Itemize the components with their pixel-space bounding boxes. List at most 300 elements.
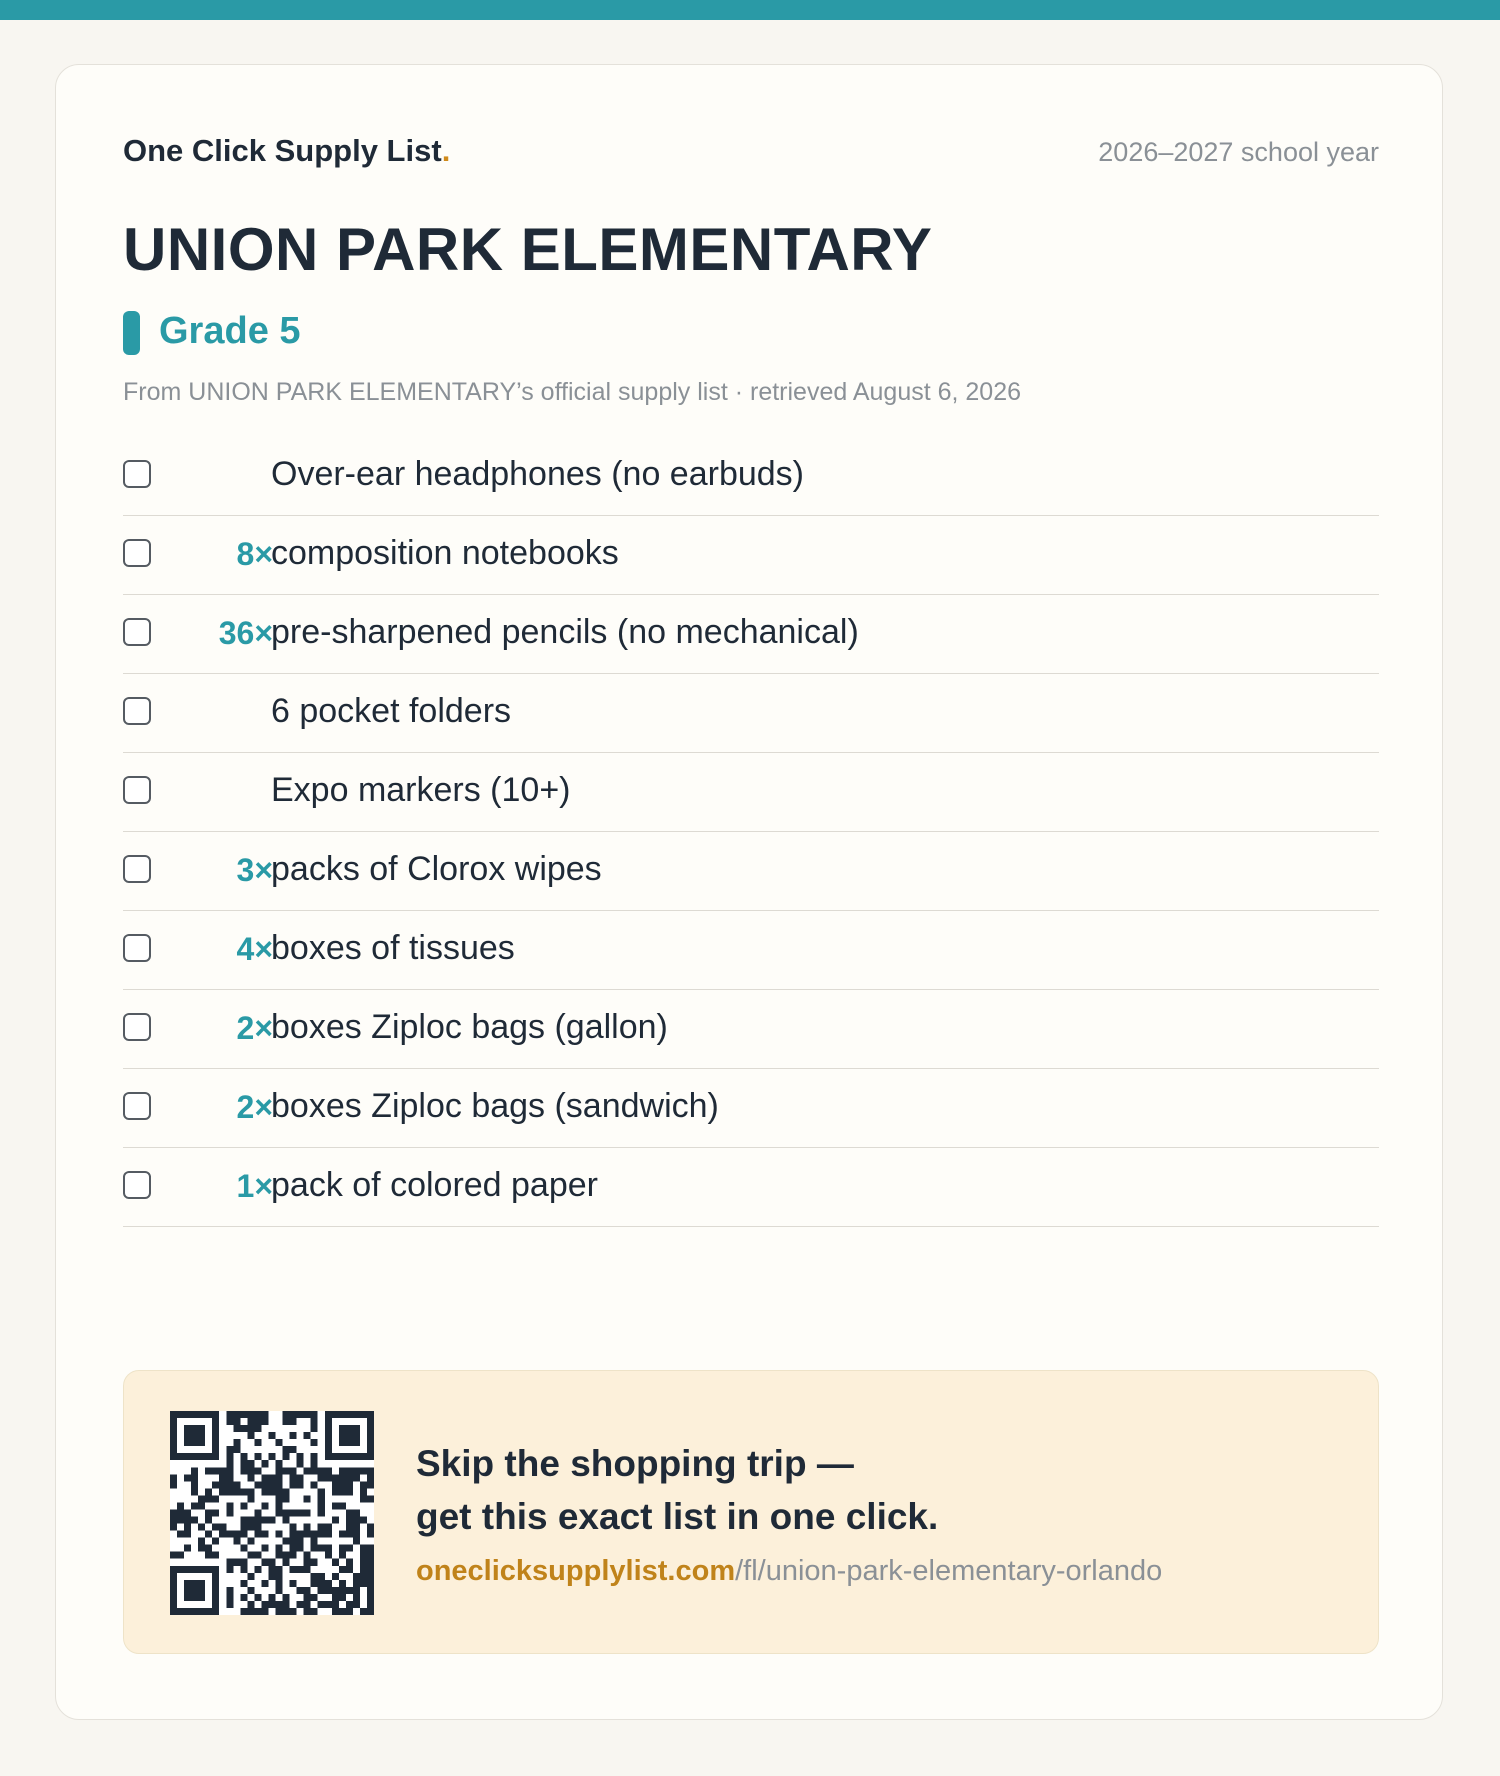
qr-module (226, 1594, 233, 1601)
qr-module (332, 1411, 339, 1418)
qr-module (170, 1453, 177, 1460)
qr-module (360, 1453, 367, 1460)
qr-module (297, 1453, 304, 1460)
qr-module (290, 1545, 297, 1552)
qr-module (205, 1495, 212, 1502)
qr-module (367, 1580, 374, 1587)
qr-module (297, 1509, 304, 1516)
qr-module (339, 1594, 346, 1601)
qr-module (212, 1439, 219, 1446)
qr-module (276, 1488, 283, 1495)
qr-module (353, 1411, 360, 1418)
promo-link[interactable] (416, 1555, 1162, 1588)
qr-module (346, 1411, 353, 1418)
qr-module (226, 1587, 233, 1594)
qr-module (184, 1608, 191, 1615)
qr-module (226, 1601, 233, 1608)
qr-module (205, 1608, 212, 1615)
qr-module (325, 1474, 332, 1481)
qr-module (184, 1524, 191, 1531)
qr-module (346, 1432, 353, 1439)
item-quantity: 3× (236, 852, 273, 888)
qr-module (198, 1453, 205, 1460)
qr-module (233, 1418, 240, 1425)
qr-module (247, 1460, 254, 1467)
qr-module (170, 1580, 177, 1587)
qr-module (360, 1411, 367, 1418)
qr-module (254, 1524, 261, 1531)
qr-module (367, 1552, 374, 1559)
qr-module (198, 1566, 205, 1573)
qr-module (276, 1580, 283, 1587)
qr-module (311, 1425, 318, 1432)
qr-module (226, 1531, 233, 1538)
qr-module (325, 1587, 332, 1594)
qr-module (360, 1559, 367, 1566)
promo-url-path: /fl/union-park-elementary-orlando (735, 1555, 1163, 1587)
qr-module (311, 1439, 318, 1446)
item-checkbox[interactable] (123, 1171, 151, 1199)
qr-module (254, 1517, 261, 1524)
qr-module (233, 1481, 240, 1488)
qr-module (198, 1502, 205, 1509)
qr-module (268, 1566, 275, 1573)
qr-module (304, 1601, 311, 1608)
qr-module (247, 1474, 254, 1481)
qr-module (212, 1587, 219, 1594)
qr-module (184, 1517, 191, 1524)
qr-module (367, 1573, 374, 1580)
qr-code-icon[interactable] (170, 1411, 374, 1615)
qr-module (353, 1601, 360, 1608)
qr-module (346, 1439, 353, 1446)
qr-module (304, 1432, 311, 1439)
supply-item (123, 674, 1379, 753)
supply-item (123, 437, 1379, 516)
qr-module (318, 1573, 325, 1580)
qr-module (240, 1594, 247, 1601)
qr-module (205, 1531, 212, 1538)
qr-module (177, 1411, 184, 1418)
qr-module (247, 1524, 254, 1531)
qr-module (212, 1411, 219, 1418)
qr-module (339, 1488, 346, 1495)
qr-module (170, 1446, 177, 1453)
school-year: 2026–2027 school year (1098, 137, 1379, 167)
qr-module (254, 1481, 261, 1488)
qr-module (290, 1509, 297, 1516)
qr-module (367, 1559, 374, 1566)
qr-module (170, 1474, 177, 1481)
qr-module (198, 1524, 205, 1531)
qr-module (290, 1524, 297, 1531)
promo-headline-line1: Skip the shopping trip — (416, 1443, 854, 1484)
supply-item (123, 595, 1379, 674)
qr-module (247, 1608, 254, 1615)
qr-module (304, 1552, 311, 1559)
qr-module (318, 1467, 325, 1474)
brand-dot: . (441, 133, 451, 168)
qr-module (177, 1502, 184, 1509)
qr-module (360, 1517, 367, 1524)
qr-module (367, 1467, 374, 1474)
item-checkbox[interactable] (123, 460, 151, 488)
qr-module (268, 1573, 275, 1580)
qr-module (367, 1608, 374, 1615)
qr-module (353, 1517, 360, 1524)
item-quantity: 4× (236, 931, 273, 967)
grade-accent-bar (123, 311, 140, 355)
qr-module (191, 1566, 198, 1573)
promo-box (123, 1370, 1379, 1654)
qr-module (360, 1573, 367, 1580)
item-name: boxes of tissues (271, 929, 515, 967)
qr-module (198, 1439, 205, 1446)
qr-module (353, 1524, 360, 1531)
qr-module (226, 1559, 233, 1566)
qr-module (339, 1439, 346, 1446)
qr-module (346, 1509, 353, 1516)
qr-module (170, 1418, 177, 1425)
qr-module (226, 1566, 233, 1573)
qr-module (311, 1481, 318, 1488)
qr-module (367, 1474, 374, 1481)
qr-module (170, 1608, 177, 1615)
qr-module (367, 1453, 374, 1460)
qr-module (276, 1531, 283, 1538)
item-name: pre-sharpened pencils (no mechanical) (271, 613, 859, 651)
qr-module (283, 1446, 290, 1453)
qr-module (233, 1425, 240, 1432)
qr-module (261, 1474, 268, 1481)
qr-module (261, 1601, 268, 1608)
qr-module (339, 1587, 346, 1594)
qr-module (170, 1601, 177, 1608)
qr-module (184, 1566, 191, 1573)
qr-code-graphic (170, 1411, 374, 1615)
qr-module (297, 1538, 304, 1545)
qr-module (191, 1425, 198, 1432)
qr-module (233, 1531, 240, 1538)
qr-module (261, 1418, 268, 1425)
supply-item (123, 516, 1379, 595)
qr-module (233, 1488, 240, 1495)
qr-module (318, 1587, 325, 1594)
supply-item (123, 990, 1379, 1069)
qr-module (283, 1538, 290, 1545)
qr-module (254, 1594, 261, 1601)
qr-module (311, 1559, 318, 1566)
qr-module (219, 1467, 226, 1474)
qr-module (297, 1601, 304, 1608)
qr-module (254, 1453, 261, 1460)
qr-module (304, 1594, 311, 1601)
qr-module (318, 1531, 325, 1538)
qr-module (261, 1517, 268, 1524)
qr-module (346, 1601, 353, 1608)
qr-module (353, 1531, 360, 1538)
qr-module (360, 1552, 367, 1559)
qr-module (311, 1573, 318, 1580)
qr-module (297, 1474, 304, 1481)
qr-module (325, 1453, 332, 1460)
qr-module (332, 1608, 339, 1615)
qr-module (283, 1418, 290, 1425)
qr-module (283, 1488, 290, 1495)
qr-module (212, 1467, 219, 1474)
grade-label: Grade 5 (159, 310, 301, 352)
qr-module (290, 1418, 297, 1425)
qr-module (240, 1524, 247, 1531)
qr-module (226, 1453, 233, 1460)
qr-module (191, 1453, 198, 1460)
qr-module (226, 1488, 233, 1495)
qr-module (170, 1587, 177, 1594)
item-checkbox[interactable] (123, 855, 151, 883)
qr-module (254, 1418, 261, 1425)
qr-module (170, 1411, 177, 1418)
qr-module (261, 1580, 268, 1587)
qr-module (254, 1552, 261, 1559)
qr-module (276, 1495, 283, 1502)
qr-module (170, 1481, 177, 1488)
qr-module (226, 1481, 233, 1488)
qr-module (283, 1594, 290, 1601)
qr-module (353, 1594, 360, 1601)
qr-module (254, 1467, 261, 1474)
qr-module (325, 1425, 332, 1432)
qr-module (226, 1460, 233, 1467)
supply-item (123, 753, 1379, 832)
qr-module (318, 1502, 325, 1509)
qr-module (325, 1601, 332, 1608)
qr-module (325, 1531, 332, 1538)
qr-module (297, 1587, 304, 1594)
qr-module (261, 1531, 268, 1538)
qr-module (283, 1601, 290, 1608)
qr-module (198, 1495, 205, 1502)
qr-module (367, 1531, 374, 1538)
qr-module (367, 1411, 374, 1418)
qr-module (191, 1587, 198, 1594)
qr-module (170, 1509, 177, 1516)
qr-module (360, 1488, 367, 1495)
qr-module (212, 1608, 219, 1615)
qr-module (191, 1517, 198, 1524)
supply-item (123, 1148, 1379, 1227)
item-quantity: 1× (236, 1168, 273, 1204)
qr-module (170, 1573, 177, 1580)
qr-module (332, 1502, 339, 1509)
qr-module (226, 1418, 233, 1425)
qr-module (325, 1446, 332, 1453)
qr-module (212, 1580, 219, 1587)
qr-module (283, 1552, 290, 1559)
qr-module (233, 1411, 240, 1418)
item-checkbox[interactable] (123, 934, 151, 962)
qr-module (311, 1467, 318, 1474)
item-checkbox[interactable] (123, 539, 151, 567)
qr-module (276, 1566, 283, 1573)
qr-module (339, 1425, 346, 1432)
qr-module (283, 1509, 290, 1516)
qr-module (290, 1552, 297, 1559)
qr-module (247, 1467, 254, 1474)
item-name: Expo markers (10+) (271, 771, 571, 809)
qr-module (177, 1552, 184, 1559)
qr-module (297, 1411, 304, 1418)
qr-module (318, 1524, 325, 1531)
qr-module (346, 1524, 353, 1531)
qr-module (219, 1524, 226, 1531)
item-quantity: 2× (236, 1010, 273, 1046)
qr-module (261, 1559, 268, 1566)
qr-module (276, 1509, 283, 1516)
qr-module (205, 1552, 212, 1559)
qr-module (226, 1474, 233, 1481)
qr-module (304, 1566, 311, 1573)
qr-module (184, 1580, 191, 1587)
qr-module (191, 1488, 198, 1495)
qr-module (332, 1587, 339, 1594)
item-name: pack of colored paper (271, 1166, 598, 1204)
qr-module (346, 1517, 353, 1524)
qr-module (212, 1453, 219, 1460)
qr-module (325, 1545, 332, 1552)
qr-module (290, 1481, 297, 1488)
item-checkbox[interactable] (123, 1013, 151, 1041)
qr-module (346, 1608, 353, 1615)
qr-module (276, 1481, 283, 1488)
qr-module (170, 1552, 177, 1559)
qr-module (254, 1439, 261, 1446)
qr-module (184, 1474, 191, 1481)
qr-module (346, 1545, 353, 1552)
qr-module (283, 1453, 290, 1460)
qr-module (360, 1545, 367, 1552)
qr-module (290, 1467, 297, 1474)
qr-module (184, 1432, 191, 1439)
qr-module (325, 1411, 332, 1418)
item-name: 6 pocket folders (271, 692, 512, 730)
qr-module (212, 1418, 219, 1425)
qr-module (240, 1566, 247, 1573)
item-checkbox[interactable] (123, 776, 151, 804)
qr-module (276, 1439, 283, 1446)
qr-module (332, 1517, 339, 1524)
qr-module (191, 1411, 198, 1418)
school-name: UNION PARK ELEMENTARY (123, 216, 933, 283)
qr-module (339, 1531, 346, 1538)
qr-module (304, 1608, 311, 1615)
qr-module (346, 1587, 353, 1594)
qr-module (360, 1580, 367, 1587)
qr-module (283, 1608, 290, 1615)
qr-module (170, 1439, 177, 1446)
item-quantity: 36× (218, 615, 273, 651)
qr-module (311, 1538, 318, 1545)
qr-module (346, 1566, 353, 1573)
qr-module (191, 1439, 198, 1446)
qr-module (304, 1495, 311, 1502)
qr-module (360, 1481, 367, 1488)
qr-module (311, 1418, 318, 1425)
qr-module (212, 1594, 219, 1601)
qr-module (276, 1608, 283, 1615)
qr-module (184, 1545, 191, 1552)
item-checkbox[interactable] (123, 697, 151, 725)
qr-module (170, 1517, 177, 1524)
qr-module (353, 1432, 360, 1439)
qr-module (276, 1601, 283, 1608)
qr-module (233, 1538, 240, 1545)
item-checkbox[interactable] (123, 1092, 151, 1120)
qr-module (247, 1538, 254, 1545)
qr-module (297, 1531, 304, 1538)
qr-module (311, 1580, 318, 1587)
qr-module (332, 1601, 339, 1608)
qr-module (212, 1524, 219, 1531)
qr-module (198, 1545, 205, 1552)
qr-module (325, 1524, 332, 1531)
qr-module (226, 1502, 233, 1509)
qr-module (332, 1481, 339, 1488)
qr-module (247, 1432, 254, 1439)
item-checkbox[interactable] (123, 618, 151, 646)
qr-module (261, 1460, 268, 1467)
qr-module (283, 1559, 290, 1566)
qr-module (346, 1481, 353, 1488)
qr-module (205, 1517, 212, 1524)
item-quantity: 2× (236, 1089, 273, 1125)
qr-module (353, 1587, 360, 1594)
qr-module (198, 1608, 205, 1615)
qr-module (177, 1531, 184, 1538)
qr-module (240, 1425, 247, 1432)
qr-module (367, 1545, 374, 1552)
supply-list (123, 437, 1379, 1227)
qr-module (311, 1411, 318, 1418)
qr-module (332, 1453, 339, 1460)
qr-module (240, 1460, 247, 1467)
qr-module (318, 1580, 325, 1587)
qr-module (304, 1559, 311, 1566)
qr-module (198, 1425, 205, 1432)
qr-module (325, 1418, 332, 1425)
qr-module (240, 1517, 247, 1524)
qr-module (283, 1467, 290, 1474)
qr-module (226, 1467, 233, 1474)
qr-module (240, 1559, 247, 1566)
qr-module (191, 1467, 198, 1474)
qr-module (353, 1538, 360, 1545)
qr-module (261, 1608, 268, 1615)
supply-list-card (55, 64, 1443, 1720)
qr-module (346, 1453, 353, 1460)
qr-module (247, 1573, 254, 1580)
qr-module (367, 1446, 374, 1453)
qr-module (318, 1488, 325, 1495)
qr-module (268, 1481, 275, 1488)
qr-module (268, 1432, 275, 1439)
qr-module (276, 1573, 283, 1580)
qr-module (240, 1467, 247, 1474)
qr-module (297, 1460, 304, 1467)
qr-module (177, 1453, 184, 1460)
qr-module (212, 1566, 219, 1573)
qr-module (339, 1566, 346, 1573)
item-name: Over-ear headphones (no earbuds) (271, 455, 804, 493)
